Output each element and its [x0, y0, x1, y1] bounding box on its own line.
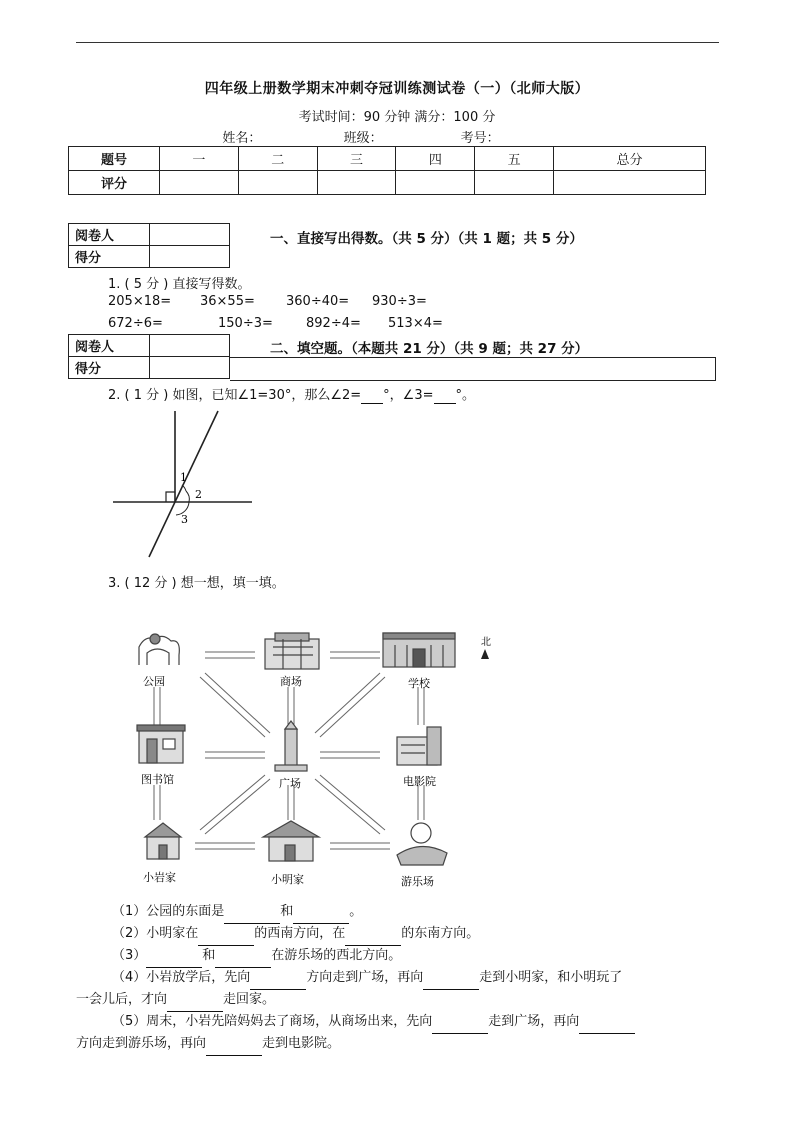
calc-item: 672÷6= [108, 316, 163, 331]
answer-blank[interactable] [579, 1011, 635, 1034]
sq-text: 一会儿后，才向 [76, 992, 168, 1007]
place-label: 小岩家 [143, 871, 176, 884]
sq-text: （5）周末，小岩先陪妈妈去了商场，从商场出来，先向 [112, 1014, 433, 1029]
calc-item: 930÷3= [372, 294, 427, 309]
place-label: 图书馆 [141, 773, 174, 786]
score-label: 得分 [69, 246, 150, 268]
sq-text: 方向走到广场，再向 [306, 970, 424, 985]
sq-text: 。 [349, 904, 363, 919]
sq-text: （2）小明家在 [112, 926, 199, 941]
question-1: 1. ( 5 分 ) 直接写得数。 [108, 277, 251, 292]
student-info-line [0, 127, 794, 147]
angle-2-blank[interactable] [361, 388, 383, 404]
score-input-cell[interactable] [317, 171, 396, 195]
place-label: 公园 [143, 675, 165, 688]
sq-text: 走回家。 [223, 992, 276, 1007]
answer-blank[interactable] [432, 1011, 488, 1034]
sq-text: 走到小明家，和小明玩了 [479, 970, 623, 985]
score-input-cell[interactable] [238, 171, 317, 195]
score-input-cell[interactable] [396, 171, 475, 195]
angle-2-arc [186, 491, 189, 502]
answer-blank[interactable] [250, 967, 306, 990]
q2-text: 2. ( 1 分 ) 如图，已知∠1=30°，那么∠2= [108, 388, 362, 403]
score-label: 得分 [69, 357, 150, 379]
school-icon [383, 633, 455, 667]
angle-3-blank[interactable] [434, 388, 456, 404]
score-table-cell: 一 [160, 147, 239, 171]
place-label: 广场 [279, 777, 301, 790]
place-label: 游乐场 [401, 875, 434, 888]
mall-icon [265, 633, 319, 669]
answer-blank[interactable] [423, 967, 479, 990]
q2-text: °，∠3= [383, 388, 434, 403]
sq-text: 和 [202, 948, 216, 963]
q2-text: °。 [455, 388, 476, 403]
place-label: 学校 [408, 677, 430, 690]
angle-label: 2 [195, 488, 202, 501]
sq-text: 的西南方向，在 [254, 926, 346, 941]
reviewer-field[interactable] [150, 224, 230, 246]
sq-text: 和 [280, 904, 294, 919]
score-table [68, 146, 706, 195]
answer-blank[interactable] [167, 989, 223, 1012]
place-label: 电影院 [403, 775, 436, 788]
sq-text: 方向走到游乐场，再向 [76, 1036, 207, 1051]
map-figure [125, 625, 505, 895]
answer-blank[interactable] [293, 901, 349, 924]
angle-figure [100, 405, 260, 565]
name-label: 姓名： [222, 131, 262, 146]
question-2 [108, 384, 475, 404]
plaza-icon [275, 721, 307, 771]
exam-no-field[interactable] [500, 131, 572, 147]
amusement-park-icon [397, 823, 447, 865]
class-label: 班级： [343, 131, 383, 146]
score-input-cell[interactable] [475, 171, 554, 195]
park-icon [139, 634, 179, 665]
calc-item: 892÷4= [306, 316, 361, 331]
question-3: 3. ( 12 分 ) 想一想，填一填。 [108, 576, 285, 591]
score-input-cell[interactable] [554, 171, 706, 195]
sq-text: 在游乐场的西北方向。 [271, 948, 402, 963]
xiaoyan-home-icon [145, 823, 181, 859]
score-input-cell[interactable] [160, 171, 239, 195]
angle-label: 1 [180, 471, 187, 484]
answer-blank[interactable] [215, 945, 271, 968]
sq-text: （4）小岩放学后，先向 [112, 970, 251, 985]
angle-label: 3 [181, 513, 188, 526]
place-label: 小明家 [271, 873, 304, 886]
score-table-cell: 评分 [69, 171, 160, 195]
calc-item: 513×4= [388, 316, 443, 331]
subquestion-5 [76, 1011, 721, 1034]
place-label: 商场 [280, 675, 302, 688]
subquestion-3 [76, 945, 721, 968]
cinema-icon [397, 727, 441, 765]
score-table-cell: 二 [238, 147, 317, 171]
reviewer-label: 阅卷人 [69, 224, 150, 246]
score-table-cell: 五 [475, 147, 554, 171]
sq-text: 走到电影院。 [262, 1036, 341, 1051]
score-field[interactable] [150, 246, 230, 268]
answer-blank[interactable] [198, 923, 254, 946]
page-title: 四年级上册数学期末冲刺夺冠训练测试卷（一）（北师大版） [204, 81, 590, 97]
sq-text: （3） [112, 948, 147, 963]
xiaoming-home-icon [263, 821, 319, 861]
sq-text: 的东南方向。 [401, 926, 480, 941]
section-1-heading: 一、直接写出得数。（共 5 分）（共 1 题；共 5 分） [270, 231, 583, 247]
subquestion-2 [76, 923, 721, 946]
subquestion-1 [76, 901, 721, 924]
reviewer-label: 阅卷人 [69, 335, 150, 357]
name-field[interactable] [261, 131, 339, 147]
angle-1-arc [182, 485, 186, 491]
right-angle-mark [166, 492, 175, 502]
calc-item: 205×18= [108, 294, 172, 309]
slanted-line [149, 411, 218, 557]
subquestion-4-cont [76, 989, 721, 1012]
sq-text: 走到广场，再向 [488, 1014, 580, 1029]
score-table-cell: 题号 [69, 147, 160, 171]
score-table-cell: 四 [396, 147, 475, 171]
section-2-heading: 二、填空题。（本题共 21 分）（共 9 题；共 27 分） [270, 341, 589, 357]
answer-blank[interactable] [146, 945, 202, 968]
calc-item: 36×55= [200, 294, 255, 309]
exam-no-label: 考号： [460, 131, 500, 146]
class-field[interactable] [383, 131, 461, 147]
score-table-cell: 三 [317, 147, 396, 171]
grader-box-2 [68, 334, 230, 379]
grader-box-1 [68, 223, 230, 268]
answer-blank[interactable] [345, 923, 401, 946]
calc-item: 150÷3= [218, 316, 273, 331]
reviewer-field[interactable] [150, 335, 230, 357]
north-label: 北 [481, 637, 491, 648]
score-field[interactable] [150, 357, 230, 379]
library-icon [137, 725, 185, 763]
score-table-cell: 总分 [554, 147, 706, 171]
score-table-header-row [69, 147, 706, 171]
subquestion-4 [76, 967, 721, 990]
exam-info: 考试时间：90 分钟 满分：100 分 [298, 110, 496, 125]
top-rule [76, 42, 719, 43]
answer-blank[interactable] [206, 1033, 262, 1056]
calc-item: 360÷40= [286, 294, 350, 309]
sq-text: （1）公园的东面是 [112, 904, 225, 919]
north-arrow-icon [481, 649, 489, 659]
score-row-extension [230, 357, 716, 381]
score-table-score-row [69, 171, 706, 195]
subquestion-5-cont [76, 1033, 721, 1056]
answer-blank[interactable] [224, 901, 280, 924]
